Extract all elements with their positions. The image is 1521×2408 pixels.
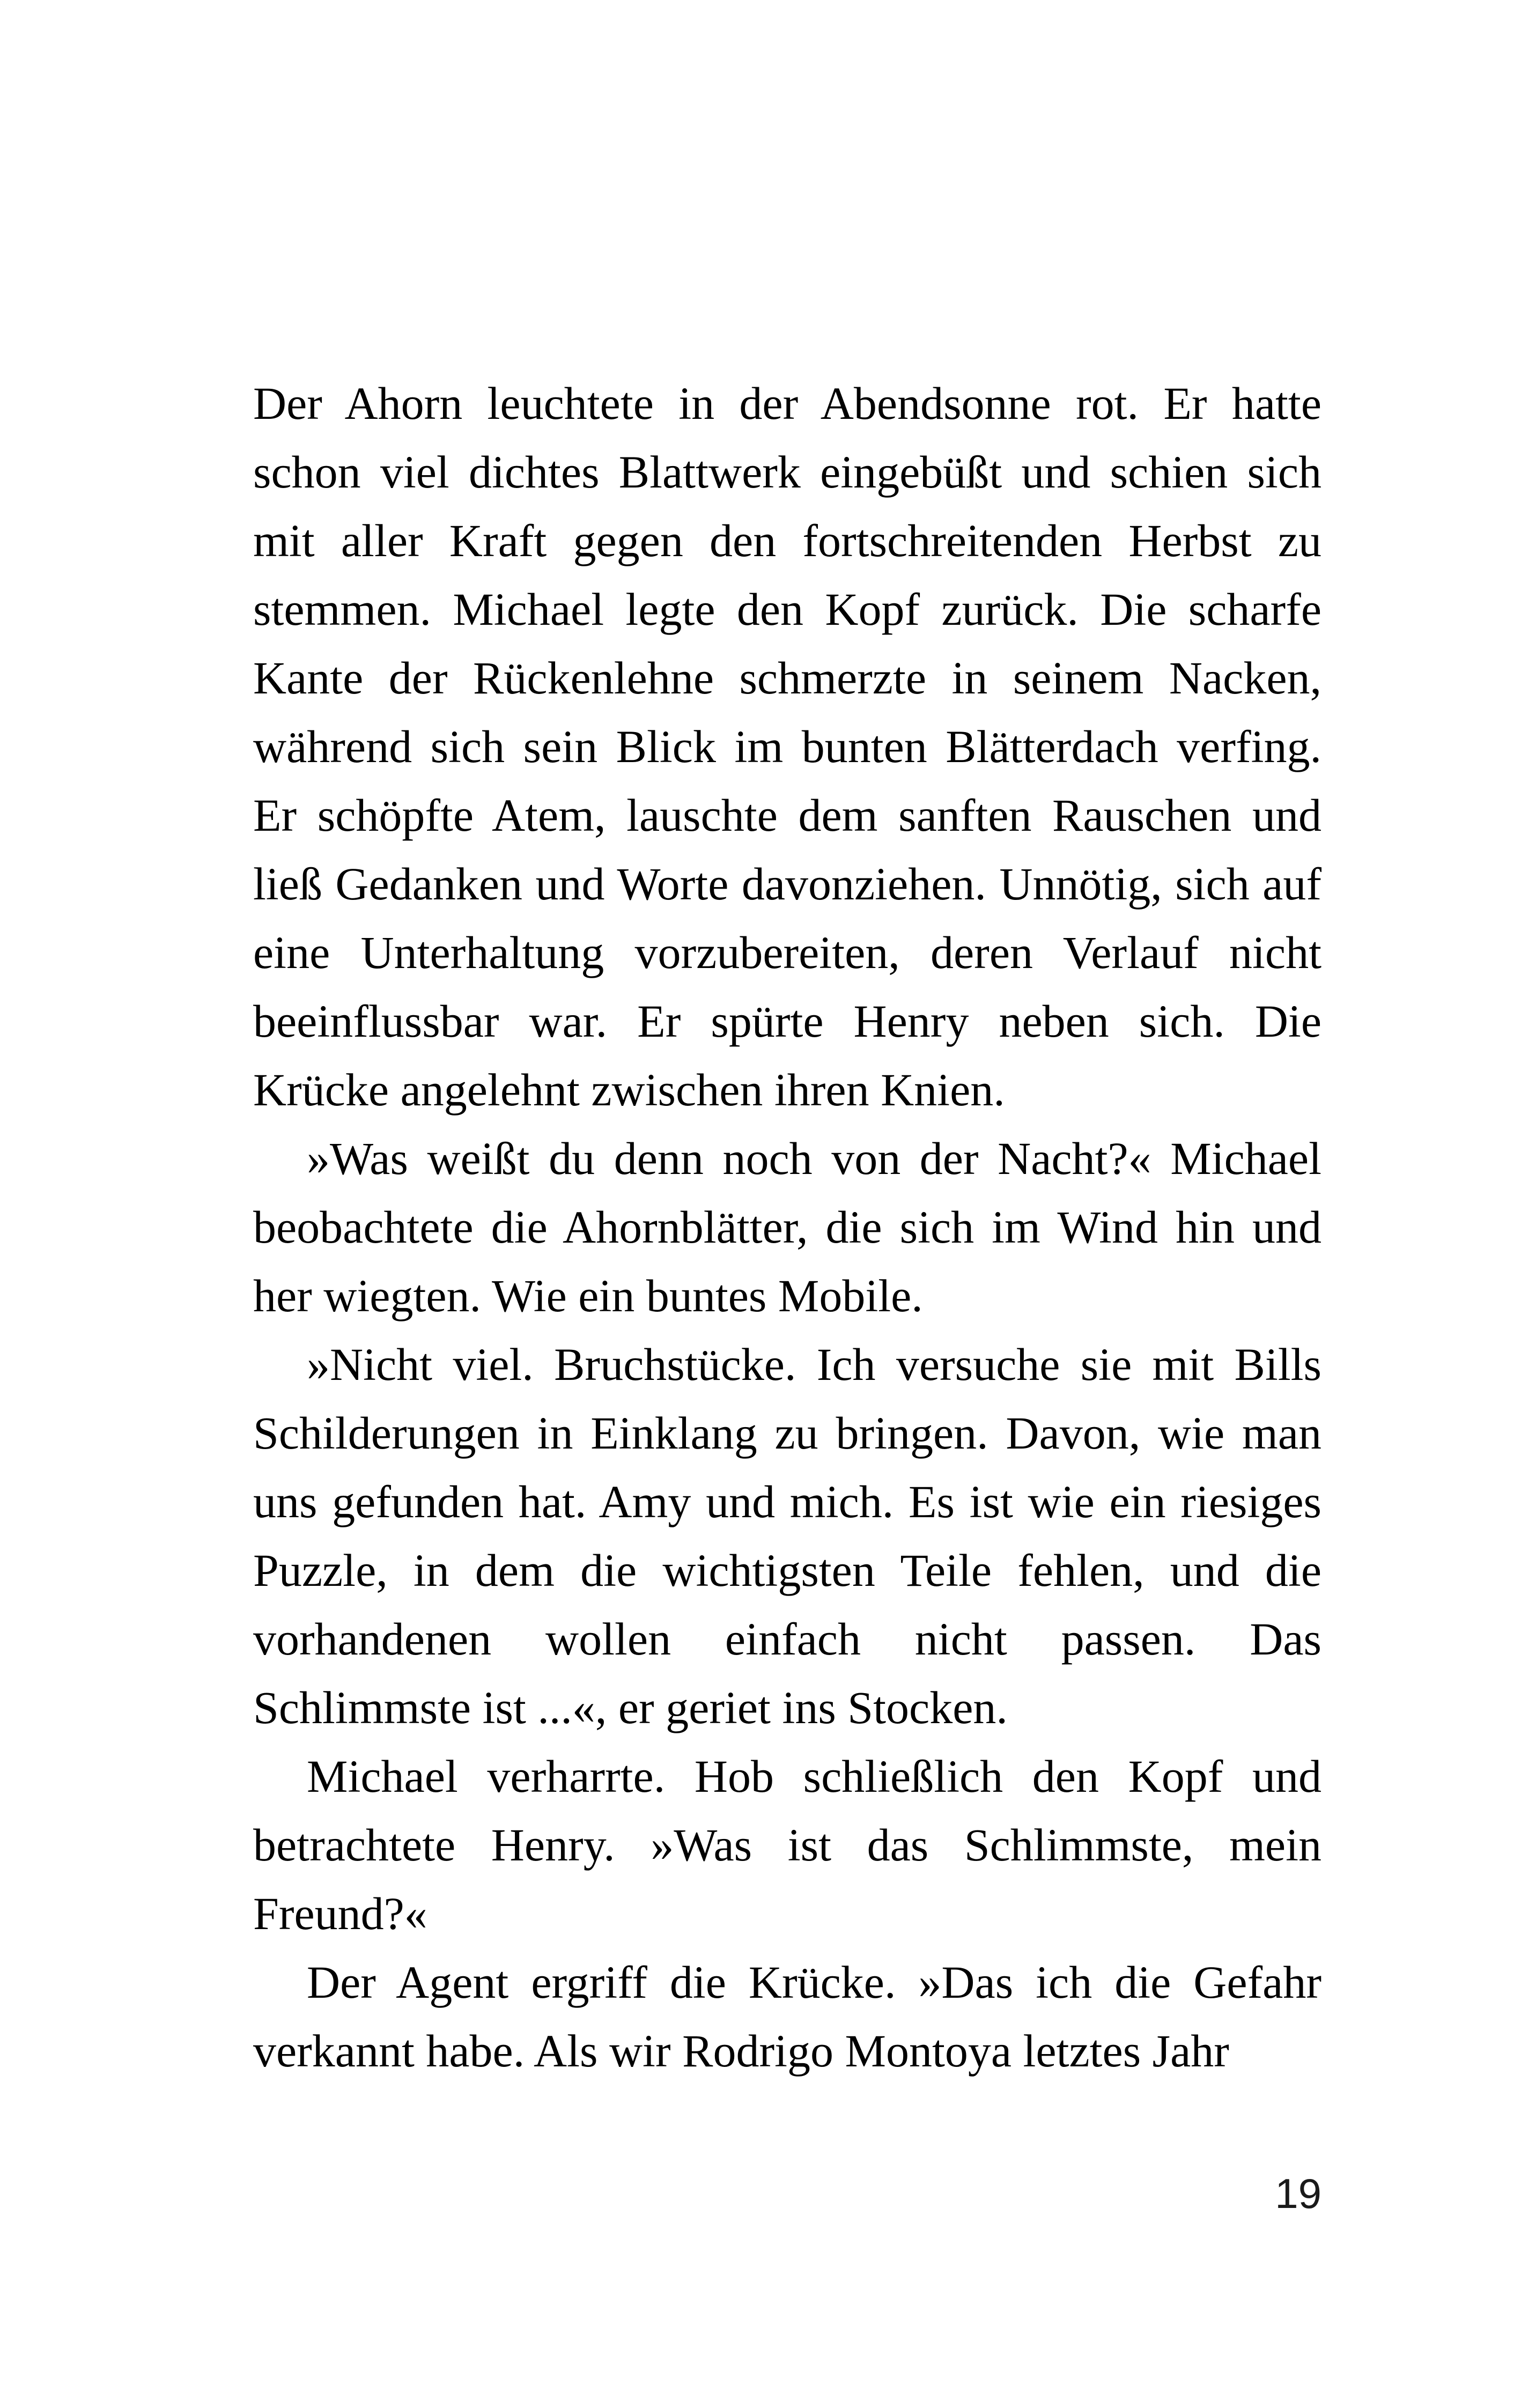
paragraph: Michael verharrte. Hob schließlich den Kopf und betrachtete Henry. »Was ist das Schlimmste, mein Freund?« bbox=[253, 1750, 1321, 1939]
page-number: 19 bbox=[1275, 2170, 1321, 2217]
paragraph: Der Ahorn leuchtete in der Abendsonne rot. Er hatte schon viel dichtes Blattwerk eingebüßt und schien sich mit aller Kraft gegen den fortschreitenden Herbst zu stemmen. Michael legte den Kopf zurück. Die scharfe Kante der Rückenlehne schmerzte in seinem Nacken, während sich sein Blick im bunten Blätterdach verfing. Er schöpfte Atem, lauschte dem sanften Rauschen und ließ Gedanken und Worte davonziehen. Unnötig, sich auf eine Unterhaltung vorzubereiten, deren Verlauf nicht beeinflussbar war. Er spürte Henry neben sich. Die Krücke angelehnt zwischen ihren Knien. bbox=[253, 378, 1321, 1116]
paragraph: »Was weißt du denn noch von der Nacht?« Michael beobachtete die Ahornblätter, die sich im Wind hin und her wiegten. Wie ein buntes Mobile. bbox=[253, 1133, 1321, 1321]
paragraph: Der Agent ergriff die Krücke. »Das ich die Gefahr verkannt habe. Als wir Rodrigo Montoya letztes Jahr bbox=[253, 1956, 1321, 2077]
paragraph: »Nicht viel. Bruchstücke. Ich versuche sie mit Bills Schilderungen in Einklang zu bringen. Davon, wie man uns gefunden hat. Amy und mich. Es ist wie ein riesiges Puzzle, in dem die wichtigsten Teile fehlen, und die vorhandenen wollen einfach nicht passen. Das Schlimmste ist ...«, er geriet ins Stocken. bbox=[253, 1339, 1321, 1733]
text-block bbox=[253, 369, 1321, 2085]
